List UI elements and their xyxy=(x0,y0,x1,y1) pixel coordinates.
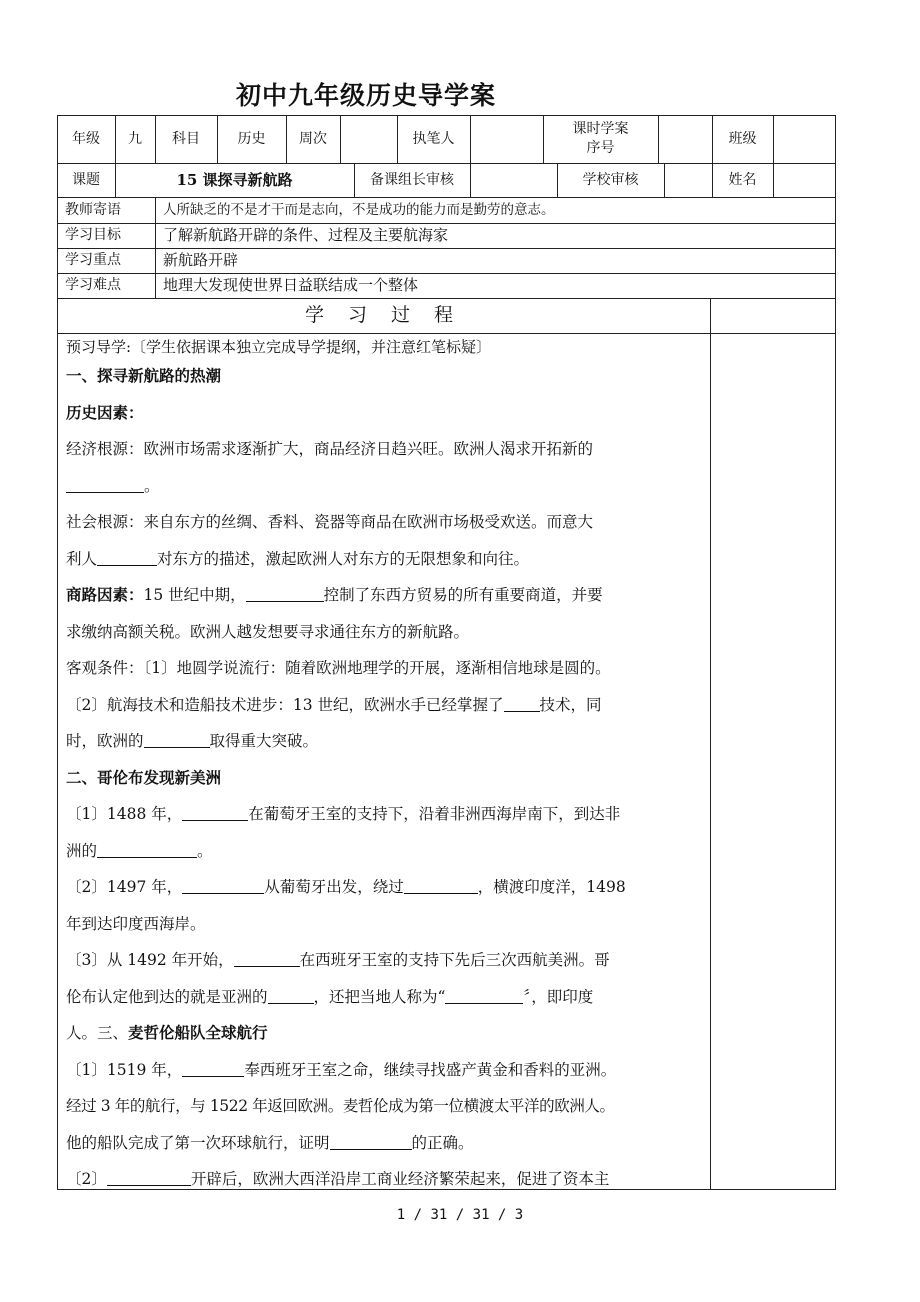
fill-blank[interactable] xyxy=(404,875,478,894)
fill-blank[interactable] xyxy=(445,985,523,1004)
lesson-number-label-line2: 序号 xyxy=(586,140,615,156)
lesson-number-value xyxy=(658,115,712,163)
fill-blank[interactable] xyxy=(97,547,157,566)
writer-label: 执笔人 xyxy=(412,130,455,147)
p2-line-a: 〔2〕1497 年， 从葡萄牙出发，绕过 ，横渡印度洋，1498 xyxy=(66,869,708,906)
group-review-value xyxy=(470,163,557,197)
heading-1-sub: 历史因素： xyxy=(66,402,144,422)
fill-blank[interactable] xyxy=(246,583,324,602)
preview-instruction xyxy=(66,334,708,360)
info-value: 地理大发现使世界日益联结成一个整体 xyxy=(163,276,419,295)
topic-label: 课题 xyxy=(72,171,100,188)
fill-blank[interactable] xyxy=(182,1058,244,1077)
objective-line-b: 〔2〕航海技术和造船技术进步：13 世纪，欧洲水手已经掌握了 技术，同 xyxy=(66,687,708,724)
info-row-difficulty xyxy=(57,273,836,298)
week-label: 周次 xyxy=(299,130,327,147)
m1-line-c: 他的船队完成了第一次环球航行，证明 的正确。 xyxy=(66,1125,708,1162)
fill-blank[interactable] xyxy=(182,875,264,894)
info-row-key-point xyxy=(57,248,836,273)
p3-line-b: 伦布认定他到达的就是亚洲的 ，还把当地人称为“ 〞，即印度 xyxy=(66,979,708,1016)
study-body xyxy=(66,358,708,1198)
p1-line-a: 〔1〕1488 年， 在葡萄牙王室的支持下，沿着非洲西海岸南下，到达非 xyxy=(66,796,708,833)
name-value xyxy=(773,163,835,197)
grade-label: 年级 xyxy=(72,130,100,147)
m2-line-a: 〔2〕 开辟后，欧洲大西洋沿岸工商业经济繁荣起来，促进了资本主 xyxy=(66,1161,708,1198)
m1-line-b: 经过 3 年的航行，与 1522 年返回欧洲。麦哲伦成为第一位横渡太平洋的欧洲人。 xyxy=(66,1097,615,1115)
week-value xyxy=(340,115,397,163)
fill-blank[interactable] xyxy=(182,802,248,821)
writer-value xyxy=(470,115,543,163)
class-value xyxy=(773,115,835,163)
fill-blank[interactable] xyxy=(234,948,300,967)
fill-blank[interactable] xyxy=(144,729,210,748)
section-heading: 学 习 过 程 xyxy=(304,303,463,326)
grade-value: 九 xyxy=(128,130,142,147)
fill-blank[interactable] xyxy=(504,693,540,712)
preview-text: 预习导学:〔学生依据课本独立完成导学提纲，并注意红笔标疑〕 xyxy=(66,338,492,356)
fill-blank[interactable] xyxy=(107,1167,191,1186)
subject-label: 科目 xyxy=(172,130,200,147)
fill-blank[interactable] xyxy=(268,985,314,1004)
info-label: 教师寄语 xyxy=(65,201,121,218)
header-row-2 xyxy=(57,163,836,197)
econ-line-b: 。 xyxy=(66,468,708,505)
name-label: 姓名 xyxy=(728,171,757,188)
heading-2: 二、哥伦布发现新美洲 xyxy=(66,767,222,787)
fill-blank[interactable] xyxy=(330,1131,412,1150)
info-row-learning-goal xyxy=(57,223,836,248)
group-review-label: 备课组长审核 xyxy=(370,171,454,188)
fill-blank[interactable] xyxy=(97,839,197,858)
subject-value: 历史 xyxy=(237,130,266,147)
objective-line-c: 时，欧洲的 取得重大突破。 xyxy=(66,723,708,760)
trade-line-a: 商路因素：15 世纪中期， 控制了东西方贸易的所有重要商道，并要 xyxy=(66,585,603,604)
info-row-teacher-message xyxy=(57,197,836,223)
social-line-a: 社会根源：来自东方的丝绸、香料、瓷器等商品在欧洲市场极受欢送。而意大 xyxy=(66,513,594,531)
header-row-1 xyxy=(57,115,836,163)
page-title: 初中九年级历史导学案 xyxy=(236,81,497,110)
info-label: 学习难点 xyxy=(65,277,121,294)
p3-line-a: 〔3〕从 1492 年开始， 在西班牙王室的支持下先后三次西航美洲。哥 xyxy=(66,942,708,979)
social-line-b: 利人 对东方的描述，激起欧洲人对东方的无限想象和向往。 xyxy=(66,541,708,578)
info-value: 新航路开辟 xyxy=(163,251,239,270)
p1-line-b: 洲的 。 xyxy=(66,833,708,870)
info-value: 人所缺乏的不是才干而是志向，不是成功的能力而是勤劳的意志。 xyxy=(163,201,555,218)
info-label: 学习目标 xyxy=(65,227,121,244)
school-review-label: 学校审核 xyxy=(582,171,639,188)
m1-line-a: 〔1〕1519 年， 奉西班牙王室之命，继续寻找盛产黄金和香料的亚洲。 xyxy=(66,1052,708,1089)
topic-value: 15 课探寻新航路 xyxy=(176,170,293,189)
p3-line-c: 人。三、麦哲伦船队全球航行 xyxy=(66,1023,268,1042)
section-heading-row xyxy=(57,298,836,333)
trade-line-b: 求缴纳高额关税。欧洲人越发想要寻求通往东方的新航路。 xyxy=(66,622,470,641)
info-value: 了解新航路开辟的条件、过程及主要航海家 xyxy=(163,226,449,245)
heading-1: 一、探寻新航路的热潮 xyxy=(66,366,222,385)
lesson-number-label-line1: 课时学案 xyxy=(572,121,629,138)
school-review-value xyxy=(664,163,712,197)
page-number: 1 / 31 / 31 / 3 xyxy=(396,1207,524,1223)
objective-line-a: 客观条件：〔1〕地圆学说流行：随着欧洲地理学的开展，逐渐相信地球是圆的。 xyxy=(66,659,611,677)
fill-blank[interactable] xyxy=(66,474,144,493)
lesson-number-label xyxy=(543,115,658,163)
p2-line-b: 年到达印度西海岸。 xyxy=(66,914,206,933)
info-label: 学习重点 xyxy=(65,252,121,269)
econ-line-a: 经济根源：欧洲市场需求逐渐扩大，商品经济日趋兴旺。欧洲人渴求开拓新的 xyxy=(66,440,594,458)
class-label: 班级 xyxy=(728,130,757,147)
